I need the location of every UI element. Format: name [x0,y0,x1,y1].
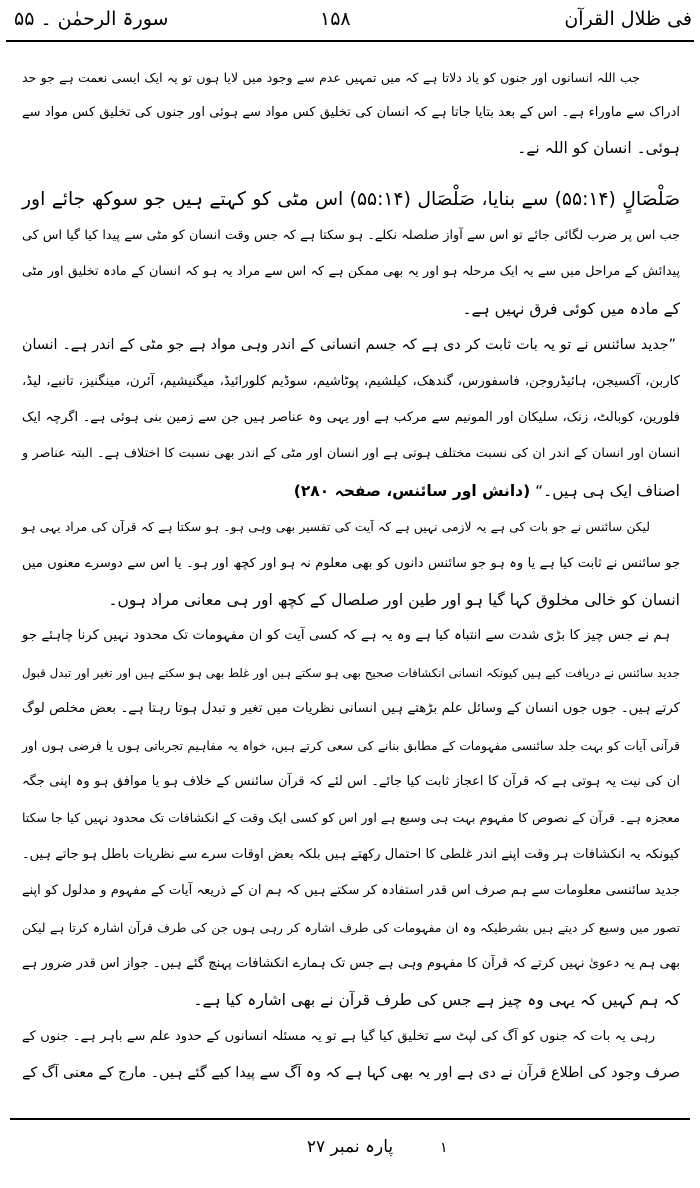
line-text: بھی ہم یہ دعویٰ نہیں کرتے کہ قرآن کا مفہوم وہی ہے جس تک ہمارے انکشافات پہنچ گئے ہیں۔ جواز اس قدر ضرور ہے [22,956,680,971]
text-line [22,515,680,539]
line-text: جو سائنس نے ثابت کیا ہے یا وہ ہو جو سائنس دانوں کو بھی معلوم نہ ہو اور کچھ اور ہو۔ یا اس سے دوسرے معنوں میں [22,555,680,571]
para-number: پارہ نمبر ۲۷ [306,1137,394,1157]
line-text: کاربن، آکسیجن، ہائیڈروجن، فاسفورس، گندھک، کیلشیم، پوٹاشیم، سوڈیم کلورائیڈ، میگنیشیم، آئرن، مینگنیز، تانبے، لیڈ، [22,373,680,389]
text-line [22,879,680,903]
line-text: کرتے ہیں۔ جوں جوں انسان کے وسائل علم بڑھتے ہیں انسانی نظریات میں تغیر و تبدل ہوتا رہتا ہے۔ بعض مخلص لوگ [22,701,680,717]
text-line [22,734,680,758]
line-text: کے مادہ میں کوئی فرق نہیں ہے۔ [462,299,680,318]
footer-mark: ۱ [440,1140,448,1156]
text-line [22,988,680,1012]
line-text: جب اللہ انسانوں اور جنوں کو یاد دلاتا ہے کہ میں تمہیں عدم سے وجود میں لایا ہوں تو یہ ایک ایسی نعمت ہے جو حد [22,70,640,85]
text-line [22,952,680,976]
text-line [22,333,680,357]
footer-rule [10,1118,690,1120]
text-line [22,624,680,648]
line-text: جب اس پر ضرب لگائی جائے تو اس سے آواز صلصلہ نکلے۔ ہو سکتا ہے کہ جس وقت انسان کو مٹی سے پیدا کیا گیا اس کی [22,228,680,243]
line-text: معجزہ ہے۔ قرآن کے نصوص کا مفہوم بہت ہی وسیع ہے اور اس کو کسی ایک وقت کے انکشافات تک محدود نہیں کیا جا سکتا [22,810,680,826]
page-number: ۱۵۸ [320,8,351,30]
citation: (دانش اور سائنس، صفحہ ۲۸۰) [293,481,531,500]
line-text: جدید سائنس نے دریافت کیے ہیں کیونکہ انسانی انکشافات صحیح بھی ہو سکتے ہیں اور غلط بھی ہو سکتے ہیں اور تغیر اور تبدل قبول [22,665,680,680]
line-text: صرف وجود کی اطلاع قرآن نے دی ہے اور یہ بھی کہا ہے کہ وہ آگ سے پیدا کیے گئے ہیں۔ مارج کے معنی آگ کے [22,1065,680,1082]
text-line [22,552,680,576]
line-text: ان کی نیت یہ ہوتی ہے کہ قرآن کا اعجاز ثابت کیا جائے۔ اس لئے کہ قرآن سائنس کے خلاف ہو یا موافق ہو وہ اپنی جگہ [22,774,680,789]
text-line [22,136,680,160]
text-line [22,661,680,685]
text-line [22,66,680,90]
text-line [22,185,680,215]
line-text: انسان کو خالی مخلوق کہا گیا ہو اور طین اور صلصال کے کچھ اور ہی معانی مراد ہوں۔ [108,591,680,609]
line-text: قرآنی آیات کو بہت جلد سائنسی مفہومات کے مطابق بنانے کی سعی کرتے ہیں، خواہ یہ مفاہیم تجرباتی ہوں یا فرضی ہوں اور [22,738,680,753]
text-line [22,1061,680,1085]
text-line [22,770,680,794]
text-line [22,916,680,940]
text-line [22,843,680,867]
line-text: کیونکہ یہ انکشافات ہر وقت اپنے اندر غلطی کا احتمال رکھتے ہیں بلکہ بعض اوقات سرے سے نظریات باطل ہو جاتے ہیں۔ [22,846,680,862]
line-text: جدید سائنسی معلومات سے ہم صرف اس قدر استفادہ کر سکتے ہیں کہ ہم ان کے ذریعہ آیات کے مفہوم و مدلول کو اپنے [22,883,680,899]
text-line [22,442,680,466]
text-line [22,806,680,830]
text-line [22,588,680,612]
text-line [22,479,680,503]
text-line [22,697,680,721]
book-title: فی ظلال القرآن [564,8,692,30]
text-line [22,224,680,248]
line-text: فلورین، کوبالٹ، زنک، سلیکان اور المونیم سے مرکب ہے اور یہی وہ عناصر ہیں جن سے زمین بنی ہوئی ہے۔ اگرچہ ایک [22,410,680,425]
text-line [22,406,680,430]
line-text: کہ ہم کہیں کہ یہی وہ چیز ہے جس کی طرف قرآن نے بھی اشارہ کیا ہے۔ [193,991,680,1010]
line-text: اصناف ایک ہی ہیں۔“ [535,481,680,500]
text-line [22,1025,680,1049]
line-text: انسان اور انسان کے اندر ان کی نسبت مختلف ہوتی ہے اور انسان اور مٹی کے اندر بھی نسبت کا اختلاف ہے۔ البتہ عناصر و [22,446,680,462]
line-text: صَلْصَالٍ (۵۵:۱۴) سے بنایا، صَلْصَال (۵۵:۱۴) اس مٹی کو کہتے ہیں جو سوکھ جائے اور [22,189,680,210]
line-text: ”جدید سائنس نے تو یہ بات ثابت کر دی ہے کہ جسم انسانی کے اندر وہی مواد ہے جو مٹی کے اندر ہے۔ انسان [22,337,676,354]
text-line [22,101,680,125]
line-text: رہی یہ بات کہ جنوں کو آگ کی لپٹ سے تخلیق کیا گیا ہے تو یہ مسئلہ انسانوں کے حدود علم سے باہر ہے۔ جنوں کے [22,1028,655,1044]
text-line [22,260,680,284]
line-text: پیدائش کے مراحل میں سے یہ ایک مرحلہ ہو اور یہ بھی ممکن ہے کہ اس سے مراد یہ ہو کہ انسان کے مادہ تخلیق اور مٹی [22,264,680,280]
line-text: ادراک سے ماوراء ہے۔ اس کے بعد بتایا جاتا ہے کہ انسان کی تخلیق کس مواد سے ہوئی اور جنوں کی تخلیق کس مواد سے [22,105,680,120]
header-rule [6,40,694,42]
text-line [22,297,680,321]
line-text: تصور میں وسیع کر دیتے ہیں بشرطیکہ وہ ان مفہومات کی طرف اشارہ کر رہی ہوں جن کی طرف قرآن اشارہ کرتا ہے لیکن [22,920,680,935]
surah-name: سورۃ الرحمٰن ۔ ۵۵ [14,8,169,30]
line-text: ہم نے جس چیز کا بڑی شدت سے انتباہ کیا ہے وہ یہ ہے کہ کسی آیت کو ان مفہومات تک محدود نہیں کرنا چاہئے جو [22,628,670,644]
text-line [22,370,680,394]
line-text: لیکن سائنس نے جو بات کی ہے یہ لازمی نہیں ہے کہ آیت کی تفسیر بھی وہی ہو۔ ہو سکتا ہے کہ قرآن کی مراد یہی ہو [22,520,650,535]
line-text: ہوئی۔ انسان کو اللہ نے۔ [517,139,680,157]
